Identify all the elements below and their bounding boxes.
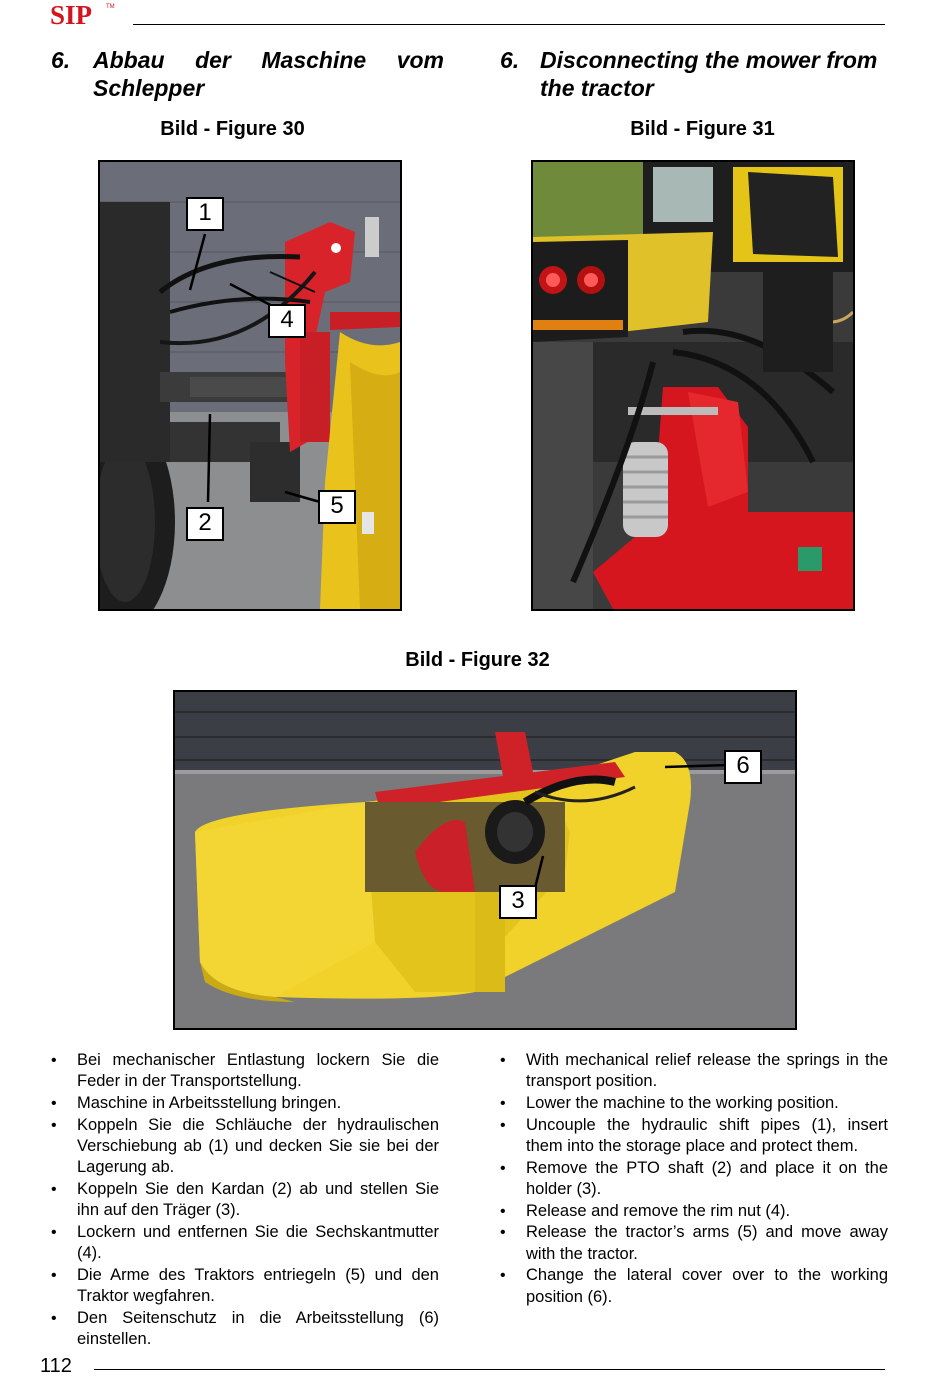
instruction-item-de: • Maschine in Arbeitsstellung bringen.	[51, 1093, 439, 1114]
instruction-item-en: • Release the tractor’s arms (5) and move away with the tractor.	[500, 1222, 888, 1265]
section-title-en-line1: Disconnecting the mower from	[540, 47, 878, 73]
section-number-de: 6.	[51, 47, 71, 73]
instruction-item-en: • Uncouple the hydraulic shift pipes (1), insert them into the storage place and protect them.	[500, 1115, 888, 1158]
figure-30-callout-1: 1	[186, 197, 224, 231]
footer-rule	[94, 1369, 885, 1370]
figure-31-caption: Bild - Figure 31	[630, 118, 775, 140]
section-heading-de	[51, 46, 444, 102]
instruction-item-en: • With mechanical relief release the springs in the transport position.	[500, 1050, 888, 1093]
figure-30-callout-5: 5	[318, 490, 356, 524]
instruction-item-de: • Koppeln Sie den Kardan (2) ab und stellen Sie ihn auf den Träger (3).	[51, 1179, 439, 1222]
figure-30-caption: Bild - Figure 30	[160, 118, 305, 140]
page-number: 112	[40, 1355, 72, 1377]
header-rule	[133, 24, 885, 25]
instruction-item-de: • Die Arme des Traktors entriegeln (5) und den Traktor wegfahren.	[51, 1265, 439, 1308]
instruction-item-de: • Koppeln Sie die Schläuche der hydraulischen Verschiebung ab (1) und decken Sie sie bei der Lagerung ab.	[51, 1115, 439, 1179]
section-title-de-line2: Schlepper	[93, 75, 205, 101]
section-title-en-line2: the tractor	[540, 75, 654, 101]
figure-30-photo	[98, 160, 402, 611]
instructions-list-de	[51, 1050, 439, 1351]
sip-logo	[50, 0, 120, 28]
figure-32-callout-3: 3	[499, 885, 537, 919]
logo-text: SIP	[50, 0, 93, 28]
logo-trademark: TM	[106, 4, 115, 10]
figure-31-photo	[531, 160, 855, 611]
instruction-item-en: • Change the lateral cover over to the working position (6).	[500, 1265, 888, 1308]
section-heading-en	[500, 46, 892, 102]
figure-32-caption: Bild - Figure 32	[405, 649, 550, 671]
instruction-item-en: • Release and remove the rim nut (4).	[500, 1201, 888, 1222]
figure-32-callout-6: 6	[724, 750, 762, 784]
figure-32-photo	[173, 690, 797, 1030]
section-title-de-line1: Abbau der Maschine vom	[93, 47, 444, 73]
instruction-item-en: • Remove the PTO shaft (2) and place it on the holder (3).	[500, 1158, 888, 1201]
instructions-list-en	[500, 1050, 888, 1308]
section-number-en: 6.	[500, 47, 520, 73]
instruction-item-de: • Lockern und entfernen Sie die Sechskantmutter (4).	[51, 1222, 439, 1265]
figure-30-callout-2: 2	[186, 507, 224, 541]
instruction-item-de: • Den Seitenschutz in die Arbeitsstellung (6) einstellen.	[51, 1308, 439, 1351]
instruction-item-de: • Bei mechanischer Entlastung lockern Sie die Feder in der Transportstellung.	[51, 1050, 439, 1093]
instruction-item-en: • Lower the machine to the working position.	[500, 1093, 888, 1114]
figure-30-callout-4: 4	[268, 304, 306, 338]
